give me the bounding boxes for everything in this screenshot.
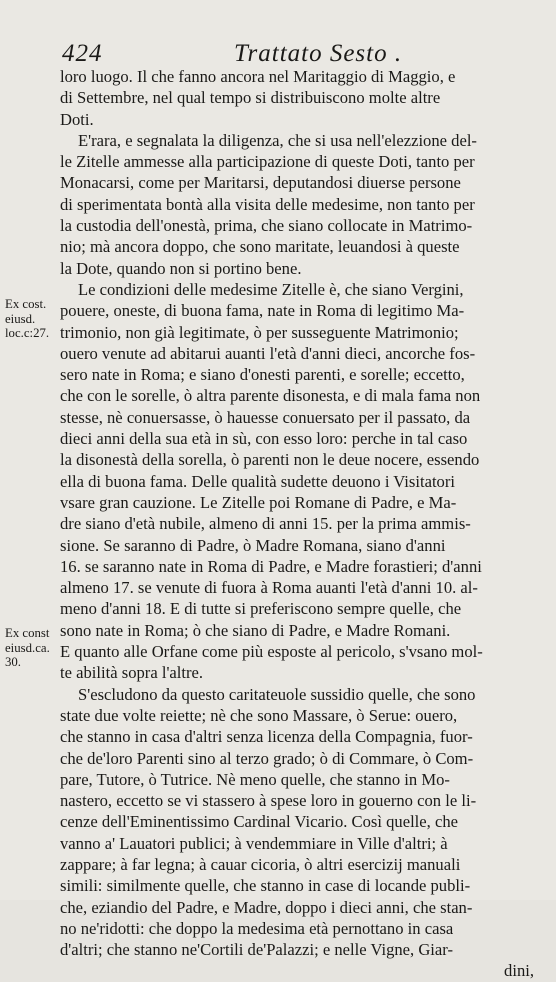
text-line: Doti. bbox=[60, 109, 94, 129]
text-line: che de'loro Parenti sino al terzo grado; ò di Commare, ò Com- bbox=[60, 748, 474, 768]
text-line: trimonio, non già legitimate, ò per susseguente Matrimonio; bbox=[60, 322, 459, 342]
margin-note-line: loc.c:27. bbox=[5, 326, 50, 340]
text-line: nastero, eccetto se vi stassero à spese loro in gouerno con le li- bbox=[60, 791, 477, 811]
text-line: sero nate in Roma; e siano d'onesti parenti, e sorelle; eccetto, bbox=[60, 365, 465, 385]
text-line: stesse, nè conuersasse, ò hauesse conuersato per il passato, da bbox=[60, 407, 471, 427]
text-line: Monacarsi, come per Maritarsi, deputandosi diuerse persone bbox=[60, 173, 461, 193]
margin-note-line: Ex const bbox=[5, 626, 50, 640]
text-line: vanno a' Lauatori publici; à vendemmiare in Ville d'altri; à bbox=[60, 833, 448, 853]
text-line: S'escludono da questo caritateuole sussidio quelle, che sono bbox=[78, 684, 476, 704]
text-line: che stanno in casa d'altri senza licenza della Compagnia, fuor- bbox=[60, 727, 473, 747]
text-line: dini, bbox=[504, 961, 534, 981]
text-line: Le condizioni delle medesime Zitelle è, che siano Vergini, bbox=[78, 279, 464, 299]
text-line: cenze dell'Eminentissimo Cardinal Vicario. Così quelle, che bbox=[60, 812, 458, 832]
margin-note-line: Ex cost. bbox=[5, 297, 47, 311]
margin-note-line: eiusd.ca. bbox=[5, 640, 50, 655]
text-line: te abilità sopra l'altre. bbox=[60, 663, 204, 683]
text-line: che, eziandio del Padre, e Madre, doppo i dieci anni, che stan- bbox=[60, 897, 473, 917]
text-line: ella di buona fama. Delle qualità sudette deuono i Visitatori bbox=[60, 471, 455, 491]
text-line: pouere, oneste, di buona fama, nate in Roma di legitimo Ma- bbox=[60, 301, 465, 321]
text-line: di Settembre, nel qual tempo si distribuiscono molte altre bbox=[60, 88, 441, 108]
text-line: la Dote, quando non si portino bene. bbox=[60, 258, 302, 278]
text-line: ouero venute ad abitarui auanti l'età d'anni dieci, ancorche fos- bbox=[60, 343, 476, 363]
text-line: dieci anni della sua età in sù, con esso loro: perche in tal caso bbox=[60, 429, 468, 449]
text-line: no ne'ridotti: che doppo la medesima età pernottano in casa bbox=[60, 918, 454, 938]
text-line: le Zitelle ammesse alla participazione di queste Doti, tanto per bbox=[60, 152, 475, 172]
text-line: pare, Tutore, ò Tutrice. Nè meno quelle, che stanno in Mo- bbox=[60, 769, 450, 789]
text-line: state due volte reiette; nè che sono Massare, ò Serue: ouero, bbox=[60, 705, 458, 725]
text-line: E'rara, e segnalata la diligenza, che si usa nell'elezzione del- bbox=[78, 130, 477, 150]
margin-note-line: 30. bbox=[5, 655, 21, 669]
text-line: nio; mà ancora doppo, che sono maritate, leuandosi à queste bbox=[60, 237, 460, 257]
text-line: che con le sorelle, ò altra parente disonesta, e di mala fama non bbox=[60, 386, 481, 406]
text-line: sione. Se saranno di Padre, ò Madre Romana, siano d'anni bbox=[60, 535, 446, 555]
text-line: almeno 17. se venute di fuora à Roma auanti l'età d'anni 10. al- bbox=[60, 578, 478, 598]
text-line: meno d'anni 18. E di tutte si preferiscono sempre quelle, che bbox=[60, 599, 462, 619]
text-line: vsare gran cauzione. Le Zitelle poi Romane di Padre, e Ma- bbox=[60, 492, 457, 512]
margin-note-line: eiusd. bbox=[5, 311, 36, 326]
text-line: simili: similmente quelle, che stanno in case di locande publi- bbox=[60, 876, 471, 896]
page-number: 424 bbox=[62, 40, 103, 67]
text-line: di sperimentata bontà alla visita delle medesime, non tanto per bbox=[60, 194, 475, 214]
text-line: sono nate in Roma; ò che siano di Padre, e Madre Romani. bbox=[60, 620, 451, 640]
text-line: dre siano d'età nubile, almeno di anni 15. per la prima ammis- bbox=[60, 514, 471, 534]
body-text bbox=[60, 66, 534, 982]
text-line: zappare; à far legna; à cauar cicoria, ò altri esercizij manuali bbox=[60, 854, 461, 874]
text-line: d'altri; che stanno ne'Cortili de'Palazzi; e nelle Vigne, Giar- bbox=[60, 940, 454, 960]
running-title: Trattato Sesto . bbox=[234, 40, 403, 67]
margin-note bbox=[5, 297, 61, 341]
margin-note bbox=[5, 626, 61, 670]
text-line: 16. se saranno nate in Roma di Padre, e Madre forastieri; d'anni bbox=[60, 556, 482, 576]
text-line: la custodia dell'onestà, prima, che siano collocate in Matrimo- bbox=[60, 216, 473, 236]
text-line: E quanto alle Orfane come più esposte al pericolo, s'vsano mol- bbox=[60, 642, 483, 662]
text-line: loro luogo. Il che fanno ancora nel Maritaggio di Maggio, e bbox=[60, 67, 456, 86]
text-line: la disonestà della sorella, ò parenti non le deue nocere, essendo bbox=[60, 450, 480, 470]
